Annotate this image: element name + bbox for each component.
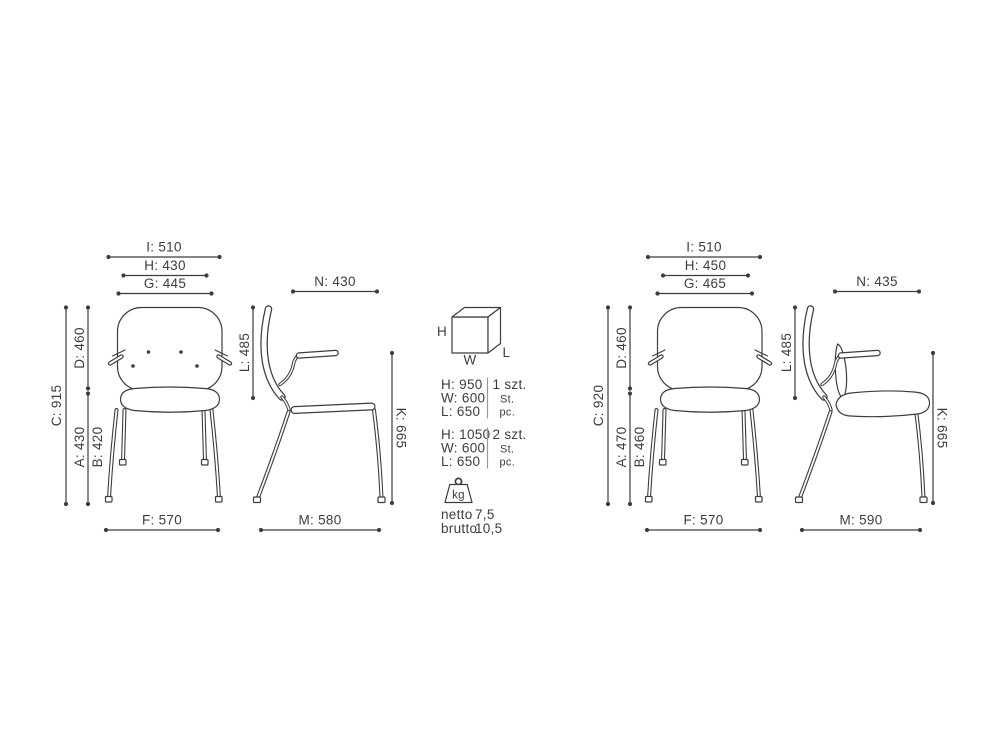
seat-side <box>295 407 372 411</box>
dimension-label: M: 580 <box>298 512 342 528</box>
dimension-label: A: 430 <box>72 426 87 468</box>
dimension-label: B: 460 <box>632 426 647 468</box>
dim-m <box>800 513 922 533</box>
dim-a-b <box>614 391 647 506</box>
dimension-label: L: 485 <box>237 332 252 373</box>
parcel-unit-en: pc. <box>499 406 516 419</box>
netto-label: netto <box>441 507 473 522</box>
parcel-length: L: 650 <box>441 454 481 469</box>
dim-a-b <box>72 391 105 506</box>
parcel-height: H: 950 <box>441 377 483 392</box>
front-view-chair-drawing <box>646 308 771 503</box>
weight-icon <box>445 478 472 502</box>
parcel-quantity: 2 szt. <box>492 427 527 442</box>
dim-i <box>106 240 221 260</box>
dim-c <box>591 305 610 506</box>
dimension-label: I: 510 <box>146 239 182 255</box>
right-chair-group <box>591 240 950 533</box>
dimension-label: I: 510 <box>686 239 722 255</box>
parcel-unit-de: St. <box>500 393 515 406</box>
dimension-label: G: 445 <box>143 276 187 291</box>
cube-height-label: H <box>436 324 447 339</box>
dimension-label: F: 570 <box>141 512 183 528</box>
dim-g <box>655 276 754 296</box>
brutto-label: brutto <box>441 521 478 536</box>
weight-unit-label: kg <box>452 489 465 502</box>
box-dimensions-icon <box>437 308 511 368</box>
parcel-unit-de: St. <box>500 443 515 456</box>
dimension-label: K: 665 <box>393 407 409 449</box>
parcel-spec-2 <box>441 427 527 469</box>
dim-d <box>72 305 90 390</box>
parcel-quantity: 1 szt. <box>492 377 527 392</box>
dim-g <box>116 276 213 296</box>
parcel-width: W: 600 <box>441 390 486 406</box>
dimension-label: N: 430 <box>314 274 356 289</box>
dimension-label: A: 470 <box>614 426 629 468</box>
dim-f <box>104 513 220 533</box>
dim-i <box>646 240 762 260</box>
cube-front-face <box>452 317 488 353</box>
dimension-label: M: 590 <box>839 512 883 528</box>
dimension-label: C: 915 <box>49 384 64 427</box>
front-view-chair-drawing <box>106 308 231 503</box>
dimension-label: F: 570 <box>683 512 724 528</box>
dimension-label: K: 665 <box>934 407 950 449</box>
brutto-value: 10,5 <box>475 521 503 536</box>
dim-m <box>259 513 381 533</box>
dim-l <box>237 305 255 400</box>
parcel-length: L: 650 <box>441 404 481 419</box>
dimension-label: D: 460 <box>72 327 87 369</box>
dim-n <box>291 274 379 294</box>
cube-length-label: L <box>502 345 511 360</box>
packaging-panel <box>437 308 527 537</box>
dim-k <box>390 351 409 505</box>
dim-n <box>833 274 921 294</box>
dim-k <box>931 351 950 505</box>
parcel-unit-en: pc. <box>499 456 516 469</box>
dim-f <box>645 513 762 533</box>
netto-value: 7,5 <box>475 507 495 522</box>
dim-c <box>49 305 68 506</box>
dimension-label: D: 460 <box>614 327 629 369</box>
dim-d <box>614 305 632 390</box>
parcel-width: W: 600 <box>441 440 486 456</box>
left-chair-group <box>49 240 409 533</box>
parcel-spec-1 <box>441 377 527 419</box>
dim-h <box>121 258 208 278</box>
dim-h <box>661 258 750 278</box>
dimension-label: C: 920 <box>591 384 606 427</box>
parcel-height: H: 1050 <box>441 427 491 442</box>
dimension-label: L: 485 <box>779 332 794 373</box>
cube-width-label: W <box>463 352 477 368</box>
dimension-label: H: 430 <box>144 258 186 273</box>
dimension-label: G: 465 <box>683 276 727 291</box>
dimension-label: H: 450 <box>684 258 727 273</box>
weight-ring <box>455 478 461 484</box>
dimension-label: N: 435 <box>856 274 898 289</box>
seat-cushion-side <box>836 391 930 417</box>
weight-values <box>441 507 502 536</box>
dimension-label: B: 420 <box>90 426 105 468</box>
dim-l <box>779 305 797 400</box>
